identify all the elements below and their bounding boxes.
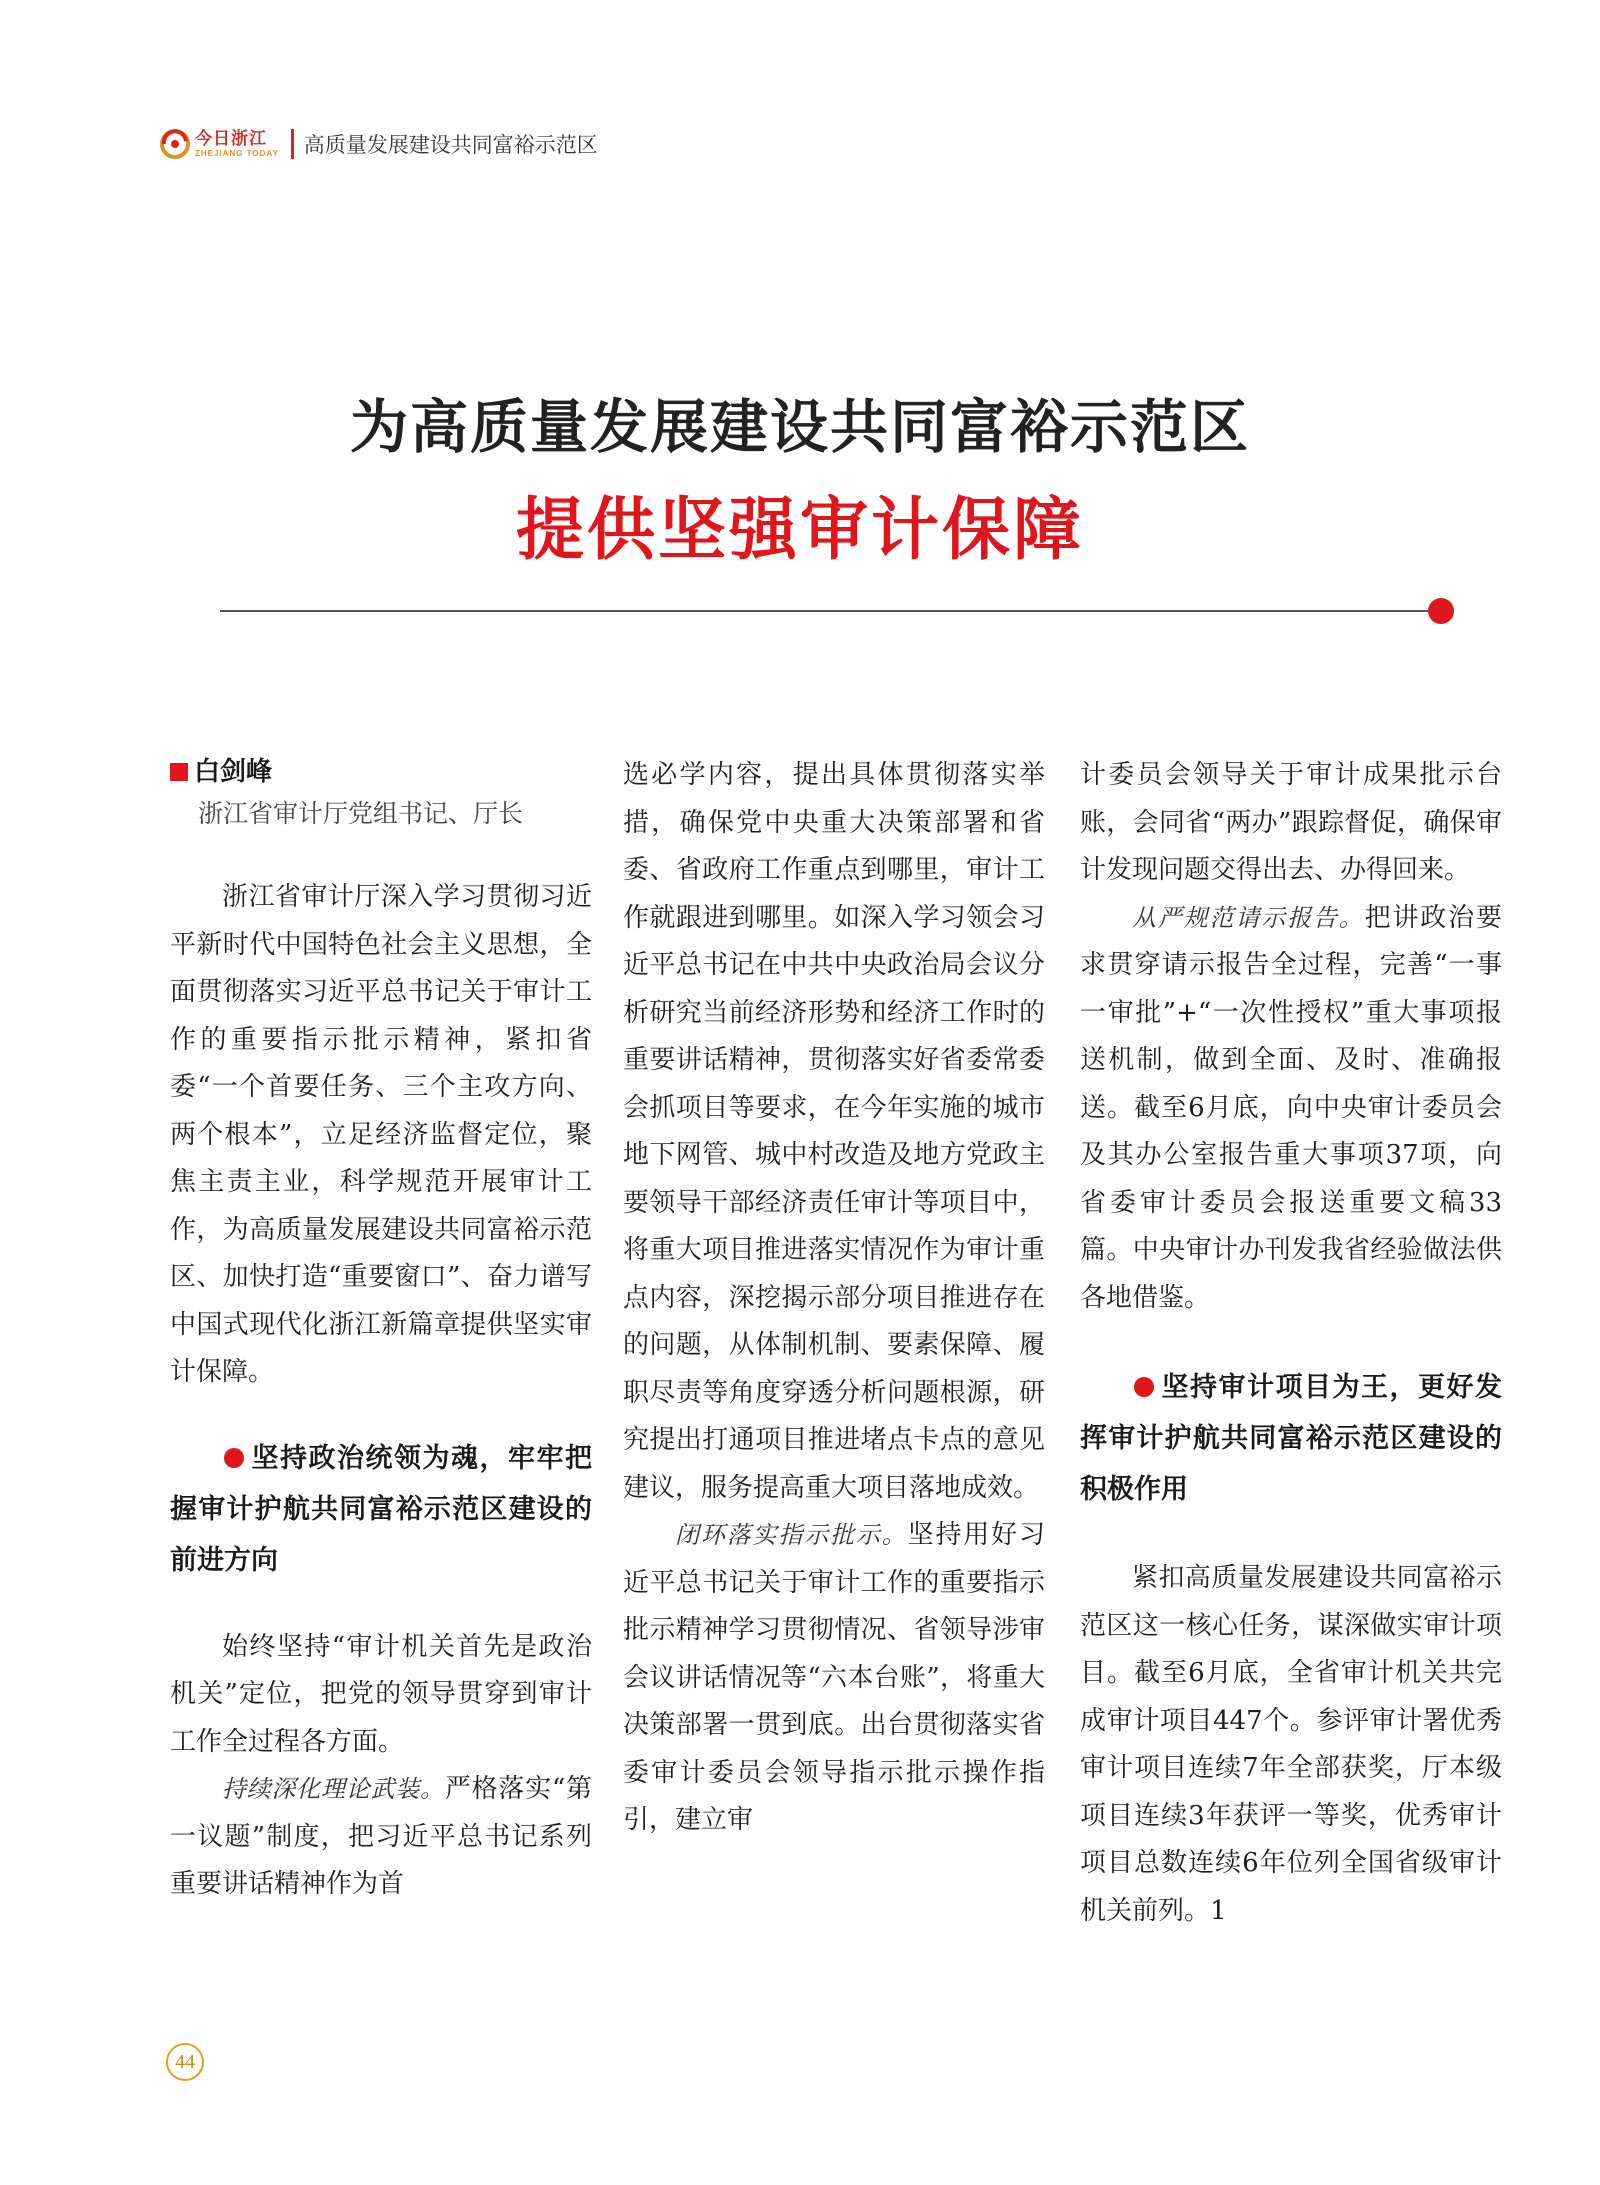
text-column-1 — [170, 752, 592, 1909]
intro-paragraph: 浙江省审计厅深入学习贯彻习近平新时代中国特色社会主义思想，全面贯彻落实习近平总书记关于审计工作的重要指示批示精神，紧扣省委“一个首要任务、三个主攻方向、两个根本”，立足经济监督定位，聚焦主责主业，科学规范开展审计工作，为高质量发展建设共同富裕示范区、加快打造“重要窗口”、奋力谱写中国式现代化浙江新篇章提供坚实审计保障。 — [170, 882, 592, 1387]
author-line — [170, 752, 592, 792]
section-heading-2-text: 坚持审计项目为王，更好发挥审计护航共同富裕示范区建设的积极作用 — [1080, 1372, 1502, 1505]
page-header — [160, 126, 598, 162]
body-paragraph — [1080, 895, 1502, 1323]
section-heading-1-text: 坚持政治统领为魂，牢牢把握审计护航共同富裕示范区建设的前进方向 — [170, 1442, 592, 1576]
page-number: 44 — [166, 2043, 204, 2081]
paragraph-lead: 闭环落实指示批示。 — [675, 1521, 908, 1549]
header-divider — [291, 129, 294, 159]
body-paragraph: 紧扣高质量发展建设共同富裕示范区这一核心任务，谋深做实审计项目。截至6月底，全省审计机关共完成审计项目447个。参评审计署优秀审计项目连续7年全部获奖，厅本级项目连续3年获评一等奖，优秀审计项目总数连续6年位列全国省级审计机关前列。1 — [1080, 1563, 1502, 1926]
section-name: 高质量发展建设共同富裕示范区 — [303, 133, 598, 157]
section-heading-1 — [170, 1433, 592, 1586]
paragraph-text: 坚持用好习近平总书记关于审计工作的重要指示批示精神学习贯彻情况、省领导涉审会议讲话情况等“六本台账”，将重大决策部署一贯到底。出台贯彻落实省委审计委员会领导指示批示操作指引，建立审 — [623, 1520, 1045, 1835]
paragraph-text: 把讲政治要求贯穿请示报告全过程，完善“一事一审批”+“一次性授权”重大事项报送机制，做到全面、及时、准确报送。截至6月底，向中央审计委员会及其办公室报告重大事项37项，向省委审计委员会报送重要文稿33篇。中央审计办刊发我省经验做法供各地借鉴。 — [1080, 902, 1502, 1313]
title-divider — [220, 610, 1445, 612]
text-column-3 — [1080, 752, 1502, 1935]
author-role: 浙江省审计厅党组书记、厅长 — [198, 799, 524, 828]
article-subtitle: 提供坚强审计保障 — [515, 491, 1084, 570]
text-column-2 — [623, 752, 1045, 1845]
logo-english-text: ZHEJIANG TODAY — [195, 148, 279, 158]
red-square-icon — [170, 763, 188, 781]
paragraph-lead: 持续深化理论武装。 — [222, 1775, 445, 1803]
author-name: 白剑峰 — [194, 757, 273, 787]
body-paragraph — [170, 1766, 592, 1909]
section-heading-2 — [1080, 1362, 1502, 1515]
red-dot-icon — [1134, 1377, 1154, 1397]
body-paragraph: 选必学内容，提出具体贯彻落实举措，确保党中央重大决策部署和省委、省政府工作重点到哪里，审计工作就跟进到哪里。如深入学习领会习近平总书记在中共中央政治局会议分析研究当前经济形势和经济工作时的重要讲话精神，贯彻落实好省委常委会抓项目等要求，在今年实施的城市地下网管、城中村改造及地方党政主要领导干部经济责任审计等项目中，将重大项目推进落实情况作为审计重点内容，深挖揭示部分项目推进存在的问题，从体制机制、要素保障、履职尽责等角度穿透分析问题根源，研究提出打通项目推进堵点卡点的意见建议，服务提高重大项目落地成效。 — [623, 760, 1045, 1503]
magazine-logo — [160, 129, 279, 159]
article-title: 为高质量发展建设共同富裕示范区 — [349, 393, 1250, 461]
logo-swirl-icon — [160, 129, 190, 159]
paragraph-text: 严格落实“第一议题”制度，把习近平总书记系列重要讲话精神作为首 — [170, 1774, 593, 1899]
body-paragraph: 计委员会领导关于审计成果批示台账，会同省“两办”跟踪督促，确保审计发现问题交得出去、办得回来。 — [1080, 760, 1502, 885]
paragraph-lead: 从严规范请示报告。 — [1132, 903, 1365, 932]
title-divider-dot — [1428, 598, 1454, 624]
body-paragraph: 始终坚持“审计机关首先是政治机关”定位，把党的领导贯穿到审计工作全过程各方面。 — [170, 1631, 592, 1757]
logo-chinese-text: 今日浙江 — [195, 128, 267, 149]
red-dot-icon — [224, 1448, 244, 1468]
body-paragraph — [623, 1512, 1045, 1845]
